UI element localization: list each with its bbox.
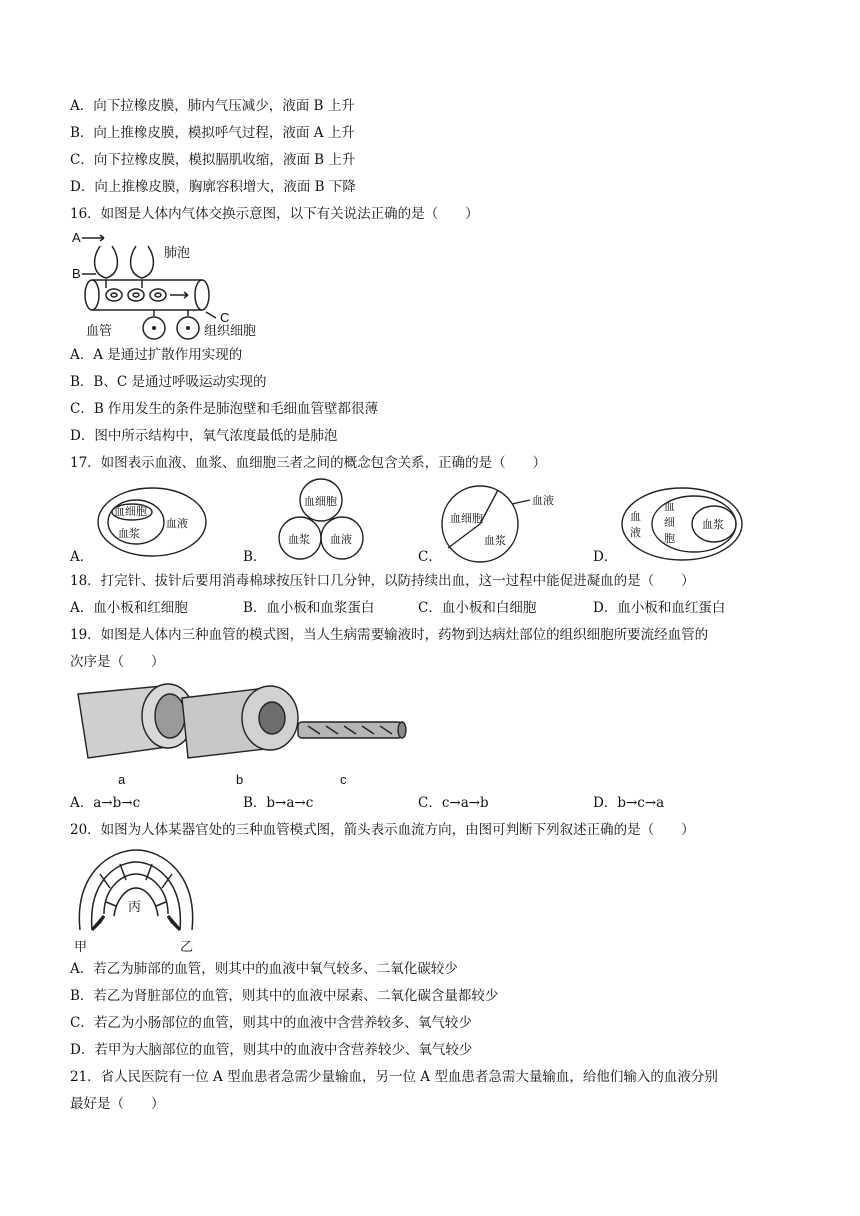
vessel-label-a: a bbox=[118, 772, 126, 787]
venn-d-label-5: 胞 bbox=[664, 533, 675, 545]
q21-stem-line1: 21．省人民医院有一位 A 型血患者急需少量输血，另一位 A 型血患者急需大量输血，给他们输入的血液分别 bbox=[70, 1069, 718, 1085]
q16-option-c: C．B 作用发生的条件是肺泡壁和毛细血管壁都很薄 bbox=[70, 401, 379, 417]
venn-d-label-1: 血 bbox=[630, 511, 641, 523]
q20-option-a: A．若乙为肺部的血管，则其中的血液中氧气较多、二氧化碳较少 bbox=[70, 961, 458, 977]
venn-d-label-4: 细 bbox=[664, 517, 675, 529]
q15-option-c: C．向下拉橡皮膜，模拟膈肌收缩，液面 B 上升 bbox=[70, 152, 356, 168]
fig-label-vessel: 血管 bbox=[86, 323, 113, 338]
q21-stem-line2: 最好是（ ） bbox=[70, 1096, 165, 1112]
q20-stem: 20．如图为人体某器官处的三种血管模式图，箭头表示血流方向，由图可判断下列叙述正确的是（ ） bbox=[70, 822, 695, 838]
q19-option-c: C．c→a→b bbox=[418, 795, 489, 811]
venn-b-label-1: 血细胞 bbox=[304, 496, 337, 508]
venn-c-label-1: 血液 bbox=[532, 495, 554, 507]
vessel-label-yi: 乙 bbox=[180, 939, 194, 954]
venn-b-label-2: 血浆 bbox=[288, 534, 310, 546]
q18-option-c: C．血小板和白细胞 bbox=[418, 600, 537, 616]
q19-option-b: B．b→a→c bbox=[243, 795, 314, 811]
q17-option-c: C． bbox=[418, 549, 442, 565]
venn-b-label-3: 血液 bbox=[330, 534, 352, 546]
q15-option-b: B．向上推橡皮膜，模拟呼气过程，液面 A 上升 bbox=[70, 125, 355, 141]
q16-option-d: D．图中所示结构中，氧气浓度最低的是肺泡 bbox=[70, 428, 338, 444]
vessel-label-jia: 甲 bbox=[74, 939, 88, 954]
blood-vessels-figure bbox=[70, 680, 420, 790]
q17-option-b: B． bbox=[243, 549, 267, 565]
q19-stem-line1: 19．如图是人体内三种血管的模式图，当人生病需要输液时，药物到达病灶部位的组织细胞所要流经血管的 bbox=[70, 627, 709, 643]
organ-vessels-figure bbox=[70, 844, 210, 954]
venn-figure-d bbox=[618, 484, 748, 564]
fig-label-c: C bbox=[220, 310, 230, 325]
q19-option-d: D．b→c→a bbox=[593, 795, 665, 811]
venn-figure-b bbox=[266, 476, 376, 566]
q17-option-d: D． bbox=[593, 549, 618, 565]
q17-stem: 17．如图表示血液、血浆、血细胞三者之间的概念包含关系，正确的是（ ） bbox=[70, 455, 547, 471]
fig-label-tissue: 组织细胞 bbox=[204, 323, 257, 338]
venn-d-label-2: 液 bbox=[630, 527, 641, 539]
q18-option-b: B．血小板和血浆蛋白 bbox=[243, 600, 375, 616]
venn-c-label-2: 血细胞 bbox=[450, 513, 483, 525]
q16-option-b: B．B、C 是通过呼吸运动实现的 bbox=[70, 374, 267, 390]
q18-stem: 18．打完针、拔针后要用消毒棉球按压针口几分钟，以防持续出血，这一过程中能促进凝血的是（ ） bbox=[70, 573, 695, 589]
q18-option-d: D．血小板和血红蛋白 bbox=[593, 600, 726, 616]
q16-stem: 16．如图是人体内气体交换示意图，以下有关说法正确的是（ ） bbox=[70, 206, 479, 222]
q20-option-d: D．若甲为大脑部位的血管，则其中的血液中含营养较少、氧气较少 bbox=[70, 1042, 473, 1058]
q18-option-a: A．血小板和红细胞 bbox=[70, 600, 188, 616]
venn-d-label-3: 血 bbox=[664, 501, 675, 513]
fig-label-a: A bbox=[72, 230, 81, 245]
fig-label-b: B bbox=[72, 266, 81, 281]
venn-a-label-2: 血浆 bbox=[118, 528, 140, 540]
q19-option-a: A．a→b→c bbox=[70, 795, 141, 811]
venn-c-label-3: 血浆 bbox=[484, 535, 506, 547]
venn-a-label-3: 血液 bbox=[166, 518, 188, 530]
q20-option-c: C．若乙为小肠部位的血管，则其中的血液中含营养较多、氧气较少 bbox=[70, 1015, 472, 1031]
venn-figure-c bbox=[440, 482, 570, 566]
vessel-label-c: c bbox=[340, 772, 347, 787]
fig-label-alveolus: 肺泡 bbox=[164, 245, 191, 260]
venn-d-label-6: 血浆 bbox=[702, 519, 724, 531]
q16-option-a: A．A 是通过扩散作用实现的 bbox=[70, 347, 243, 363]
venn-figure-a bbox=[94, 484, 214, 562]
vessel-label-b: b bbox=[236, 772, 244, 787]
venn-a-label-1: 血细胞 bbox=[114, 506, 147, 518]
vessel-label-bing: 丙 bbox=[128, 899, 142, 914]
q20-option-b: B．若乙为肾脏部位的血管，则其中的血液中尿素、二氧化碳含量都较少 bbox=[70, 988, 499, 1004]
q17-option-a: A． bbox=[70, 549, 94, 565]
q15-option-d: D．向上推橡皮膜，胸廓容积增大，液面 B 下降 bbox=[70, 179, 356, 195]
q15-option-a: A．向下拉橡皮膜，肺内气压减少，液面 B 上升 bbox=[70, 98, 355, 114]
gas-exchange-figure bbox=[70, 228, 290, 340]
q19-stem-line2: 次序是（ ） bbox=[70, 654, 165, 670]
